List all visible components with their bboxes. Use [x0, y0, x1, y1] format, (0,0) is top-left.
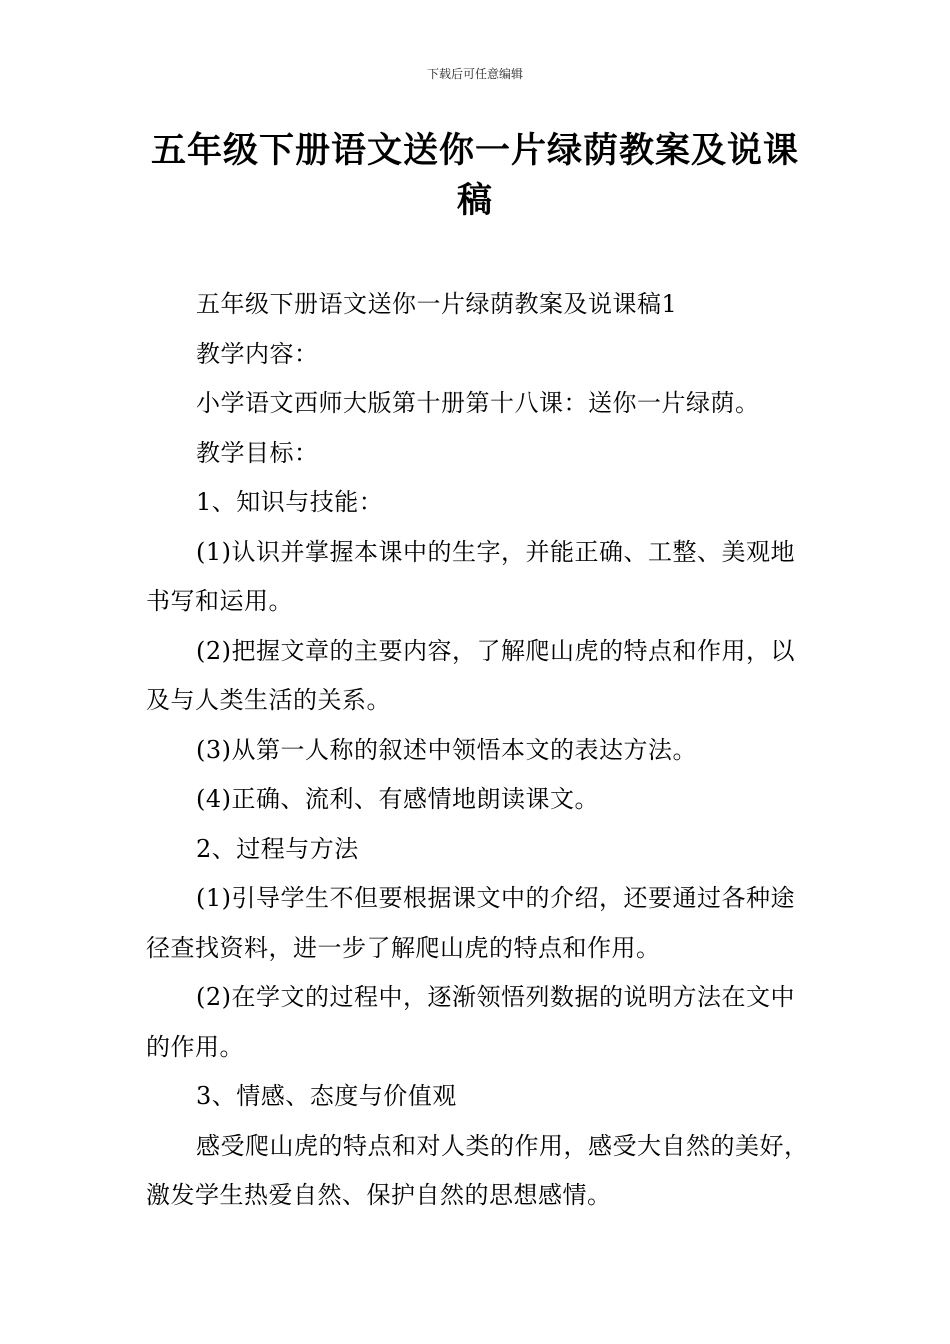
- paragraph-goals-heading: 教学目标：: [196, 438, 319, 467]
- paragraph-process-heading: 2、过程与方法: [196, 834, 359, 863]
- document-title: [150, 126, 800, 226]
- document-title-line-2: 稿: [456, 181, 493, 221]
- paragraph-subtitle: 五年级下册语文送你一片绿荫教案及说课稿1: [196, 290, 678, 318]
- paragraph-process-item-1: (1)引导学生不但要根据课文中的介绍，还要通过各种途径查找资料，进一步了解爬山虎的特点和作用。: [146, 884, 795, 962]
- paragraph-emotion-heading: 3、情感、态度与价值观: [196, 1082, 457, 1110]
- document-title-line-1: 五年级下册语文送你一片绿荫教案及说课: [150, 131, 799, 171]
- document-body: [146, 280, 810, 1221]
- header-note: 下载后可任意编辑: [426, 67, 523, 81]
- paragraph-knowledge-heading: 1、知识与技能：: [196, 488, 384, 516]
- paragraph-content-text: 小学语文西师大版第十册第十八课：送你一片绿荫。: [196, 389, 760, 417]
- paragraph-knowledge-item-2: (2)把握文章的主要内容，了解爬山虎的特点和作用，以及与人类生活的关系。: [146, 636, 795, 714]
- paragraph-knowledge-item-1: (1)认识并掌握本课中的生字，并能正确、工整、美观地书写和运用。: [146, 537, 795, 615]
- paragraph-knowledge-item-4: (4)正确、流利、有感情地朗读课文。: [196, 785, 599, 813]
- paragraph-content-heading: 教学内容：: [196, 339, 319, 368]
- paragraph-process-item-2: (2)在学文的过程中，逐渐领悟列数据的说明方法在文中的作用。: [146, 983, 795, 1061]
- paragraph-knowledge-item-3: (3)从第一人称的叙述中领悟本文的表达方法。: [196, 735, 697, 764]
- paragraph-emotion-text: 感受爬山虎的特点和对人类的作用，感受大自然的美好，激发学生热爱自然、保护自然的思想感情。: [146, 1131, 809, 1209]
